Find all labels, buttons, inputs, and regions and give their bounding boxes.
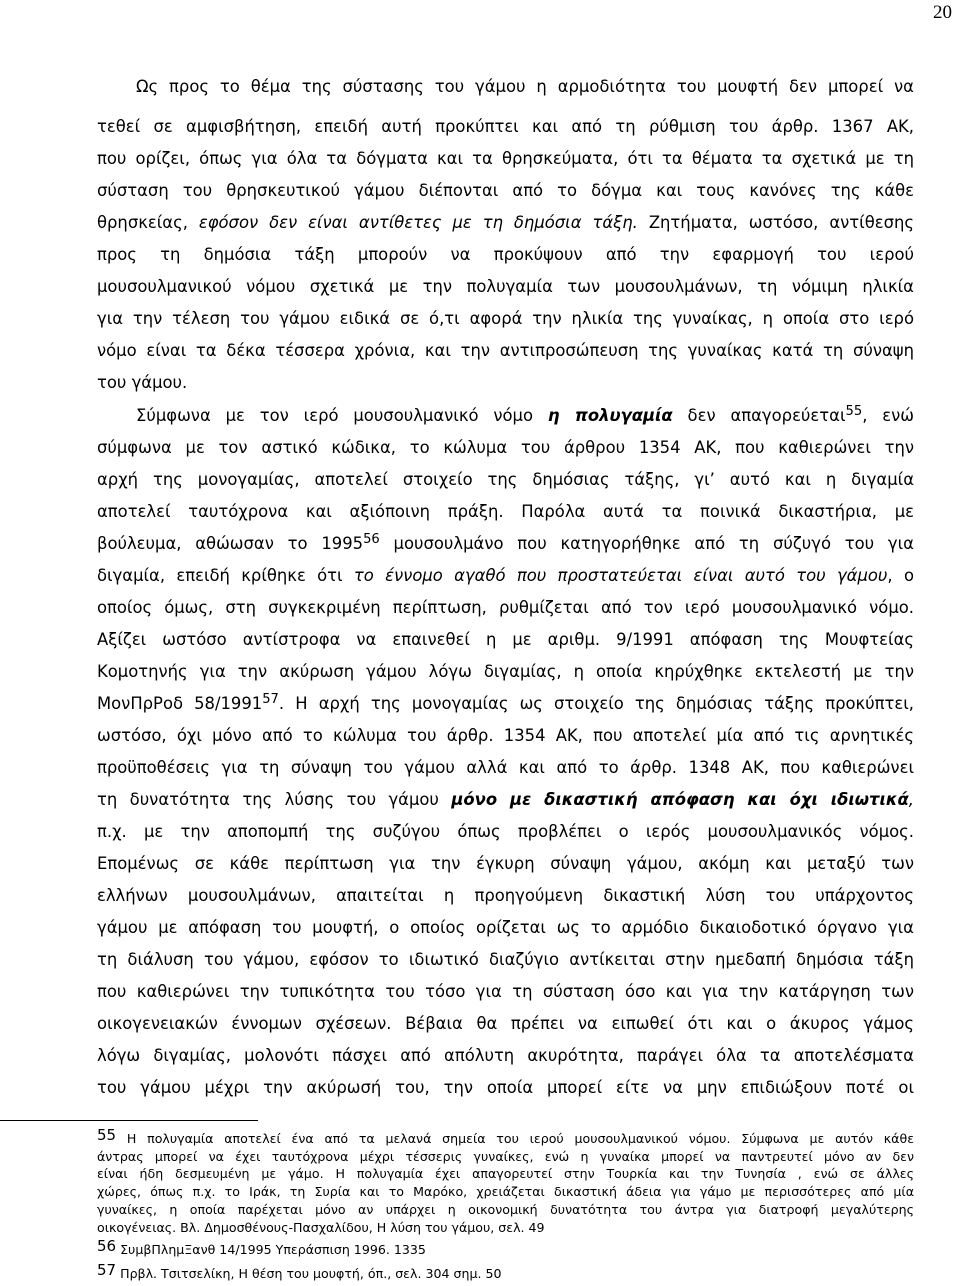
body-line: νόμο είναι τα δέκα τέσσερα χρόνια, και την αντιπροσώπευση της γυναίκας κατά τη σύναψη <box>97 341 914 360</box>
body-line: προς τη δημόσια τάξη μπορούν να προκύψουν από την εφαρμογή του ιερού <box>97 245 914 264</box>
body-line: αποτελεί ταυτόχρονα και αξιόποινη πράξη. Παρόλα αυτά τα ποινικά δικαστήρια, με <box>97 502 914 521</box>
body-line: τη διάλυση του γάμου, εφόσον το ιδιωτικό διαζύγιο αντίκειται στην ημεδαπή δημόσια τάξη <box>97 950 914 969</box>
body-line: Κομοτηνής για την ακύρωση γάμου λόγω διγαμίας, η οποία κηρύχθηκε εκτελεστή με την <box>97 662 914 681</box>
footnote-ref-57[interactable]: 57 <box>262 692 279 708</box>
bold-italic-phrase: η πολυγαμία <box>547 406 673 425</box>
italic-phrase: το έννομο αγαθό που προστατεύεται είναι αυτό του γάμου <box>353 566 888 585</box>
body-line: Σύμφωνα με τον ιερό μουσουλμανικό νόμο η πολυγαμία δεν απαγορεύεται$^{55}$, ενώ <box>136 404 914 425</box>
body-line: διγαμία, επειδή κρίθηκε ότι το έννομο αγαθό που προστατεύεται είναι αυτό του γάμου, ο <box>97 566 914 585</box>
footnote-55-line: γυναίκες, η οποία παρέχεται μόνο αν υπάρχει η οικονομική δυνατότητα του άντρα για διατροφή μεγαλύτερης <box>97 1202 914 1217</box>
bold-italic-phrase: μόνο με δικαστική απόφαση και όχι ιδιωτικά <box>451 790 909 809</box>
body-line: αρχή της μονογαμίας, αποτελεί στοιχείο της δημόσιας τάξης, γι’ αυτό και η διγαμία <box>97 470 914 489</box>
italic-phrase: εφόσον δεν είναι αντίθετες με τη δημόσια τάξη. <box>198 213 638 232</box>
footnote-55-line: χώρες, όπως π.χ. το Ιράκ, τη Συρία και το Μαρόκο, χρειάζεται δικαστική άδεια για γάμο με περισσότερες από μία <box>97 1184 914 1199</box>
body-line: μουσουλμανικού νόμου σχετικά με την πολυγαμία των μουσουλμάνων, τη νόμιμη ηλικία <box>97 277 914 296</box>
body-line: βούλευμα, αθώωσαν το 1995$^{56}$ μουσουλμάνο που κατηγορήθηκε από τη σύζυγό του για <box>97 532 914 553</box>
footnote-number: 57 <box>97 1261 117 1279</box>
body-line: π.χ. με την αποπομπή της συζύγου όπως προβλέπει ο ιερός μουσουλμανικός νόμος. <box>97 822 914 841</box>
body-line: σύμφωνα με τον αστικό κώδικα, το κώλυμα του άρθρου 1354 ΑΚ, που καθιερώνει την <box>97 438 914 457</box>
body-line: ΜονΠρΡοδ 58/1991$^{57}$. Η αρχή της μονογαμίας ως στοιχείο της δημόσιας τάξης προκύπτει, <box>97 692 915 713</box>
footnote-ref-55[interactable]: 55 <box>845 404 863 420</box>
body-line: που καθιερώνει την τυπικότητα του τόσο για τη σύσταση όσο και για την κατάργηση των <box>97 982 914 1001</box>
body-line: οικογενειακών έννομων σχέσεων. Βέβαια θα πρέπει να ειπωθεί ότι και ο άκυρος γάμος <box>97 1014 914 1033</box>
footnote-55-line: είναι ήδη δεσμευμένη με γάμο. Η πολυγαμία έχει απαγορευτεί στην Τουρκία και την Τυνησία , ενώ σε άλλες <box>97 1166 914 1181</box>
body-line: τεθεί σε αμφισβήτηση, επειδή αυτή προκύπτει και από τη ρύθμιση του άρθρ. 1367 ΑΚ, <box>97 117 914 136</box>
body-line: ελλήνων μουσουλμάνων, απαιτείται η προηγούμενη δικαστική λύση του υπάρχοντος <box>97 886 914 905</box>
footnote-55-line: 55 Η πολυγαμία αποτελεί ένα από τα μελανά σημεία του ιερού μουσουλμανικού νόμου. Σύμφωνα με αυτόν κάθε <box>97 1126 914 1146</box>
footnote-number: 55 <box>97 1126 117 1144</box>
body-line: του γάμου. <box>97 373 188 392</box>
body-line: του γάμου μέχρι την ακύρωσή του, την οποία μπορεί είτε να μην επιδιώξουν ποτέ οι <box>97 1078 914 1097</box>
body-line: για την τέλεση του γάμου ειδικά σε ό,τι αφορά την ηλικία της γυναίκας, η οποία στο ιερό <box>97 309 914 328</box>
footnote-55-line: οικογένειας. Βλ. Δημοσθένους-Πασχαλίδου, Η λύση του γάμου, σελ. 49 <box>97 1220 545 1235</box>
body-line: οποίος όμως, στη συγκεκριμένη περίπτωση, ρυθμίζεται από τον ιερό μουσουλμανικό νόμο. <box>97 598 914 617</box>
body-line: Ως προς το θέμα της σύστασης του γάμου η αρμοδιότητα του μουφτή δεν μπορεί να <box>136 77 914 96</box>
body-line: Αξίζει ωστόσο αντίστροφα να επαινεθεί η με αριθμ. 9/1991 απόφαση της Μουφτείας <box>97 630 914 649</box>
body-line: θρησκείας, εφόσον δεν είναι αντίθετες με τη δημόσια τάξη. Ζητήματα, ωστόσο, αντίθεσης <box>97 213 914 232</box>
footnote-separator <box>0 1120 258 1121</box>
body-line: σύσταση του θρησκευτικού γάμου διέπονται από το δόγμα και τους κανόνες της κάθε <box>97 181 914 200</box>
body-line: που ορίζει, όπως για όλα τα δόγματα και τα θρησκεύματα, ότι τα θέματα τα σχετικά με τη <box>97 149 914 168</box>
body-line: ωστόσο, όχι μόνο από το κώλυμα του άρθρ. 1354 ΑΚ, που αποτελεί μία από τις αρνητικές <box>97 726 914 745</box>
footnote-number: 56 <box>97 1237 117 1255</box>
footnote-ref-56[interactable]: 56 <box>363 532 380 548</box>
body-line: γάμου με απόφαση του μουφτή, ο οποίος ορίζεται ως το αρμόδιο δικαιοδοτικό όργανο για <box>97 918 914 937</box>
body-line: τη δυνατότητα της λύσης του γάμου μόνο με δικαστική απόφαση και όχι ιδιωτικά, <box>97 790 914 809</box>
footnote-55-line: άντρας μπορεί να έχει ταυτόχρονα μέχρι τέσσερις γυναίκες, ενώ η γυναίκα μπορεί να παντρευτεί μόνο αν δεν <box>97 1149 914 1164</box>
body-line: Επομένως σε κάθε περίπτωση για την έγκυρη σύναψη γάμου, ακόμη και μεταξύ των <box>97 854 914 873</box>
body-line: λόγω διγαμίας, μολονότι πάσχει από απόλυτη ακυρότητα, παράγει όλα τα αποτελέσματα <box>97 1046 914 1065</box>
footnote-56: 56 ΣυμβΠλημΞανθ 14/1995 Υπεράσπιση 1996. 1335 <box>97 1237 426 1257</box>
body-line: προϋποθέσεις για τη σύναψη του γάμου αλλά και από το άρθρ. 1348 ΑΚ, που καθιερώνει <box>97 758 914 777</box>
footnote-57: 57 Πρβλ. Τσιτσελίκη, Η θέση του μουφτή, όπ., σελ. 304 σημ. 50 <box>97 1261 502 1281</box>
page-number: 20 <box>933 2 952 23</box>
